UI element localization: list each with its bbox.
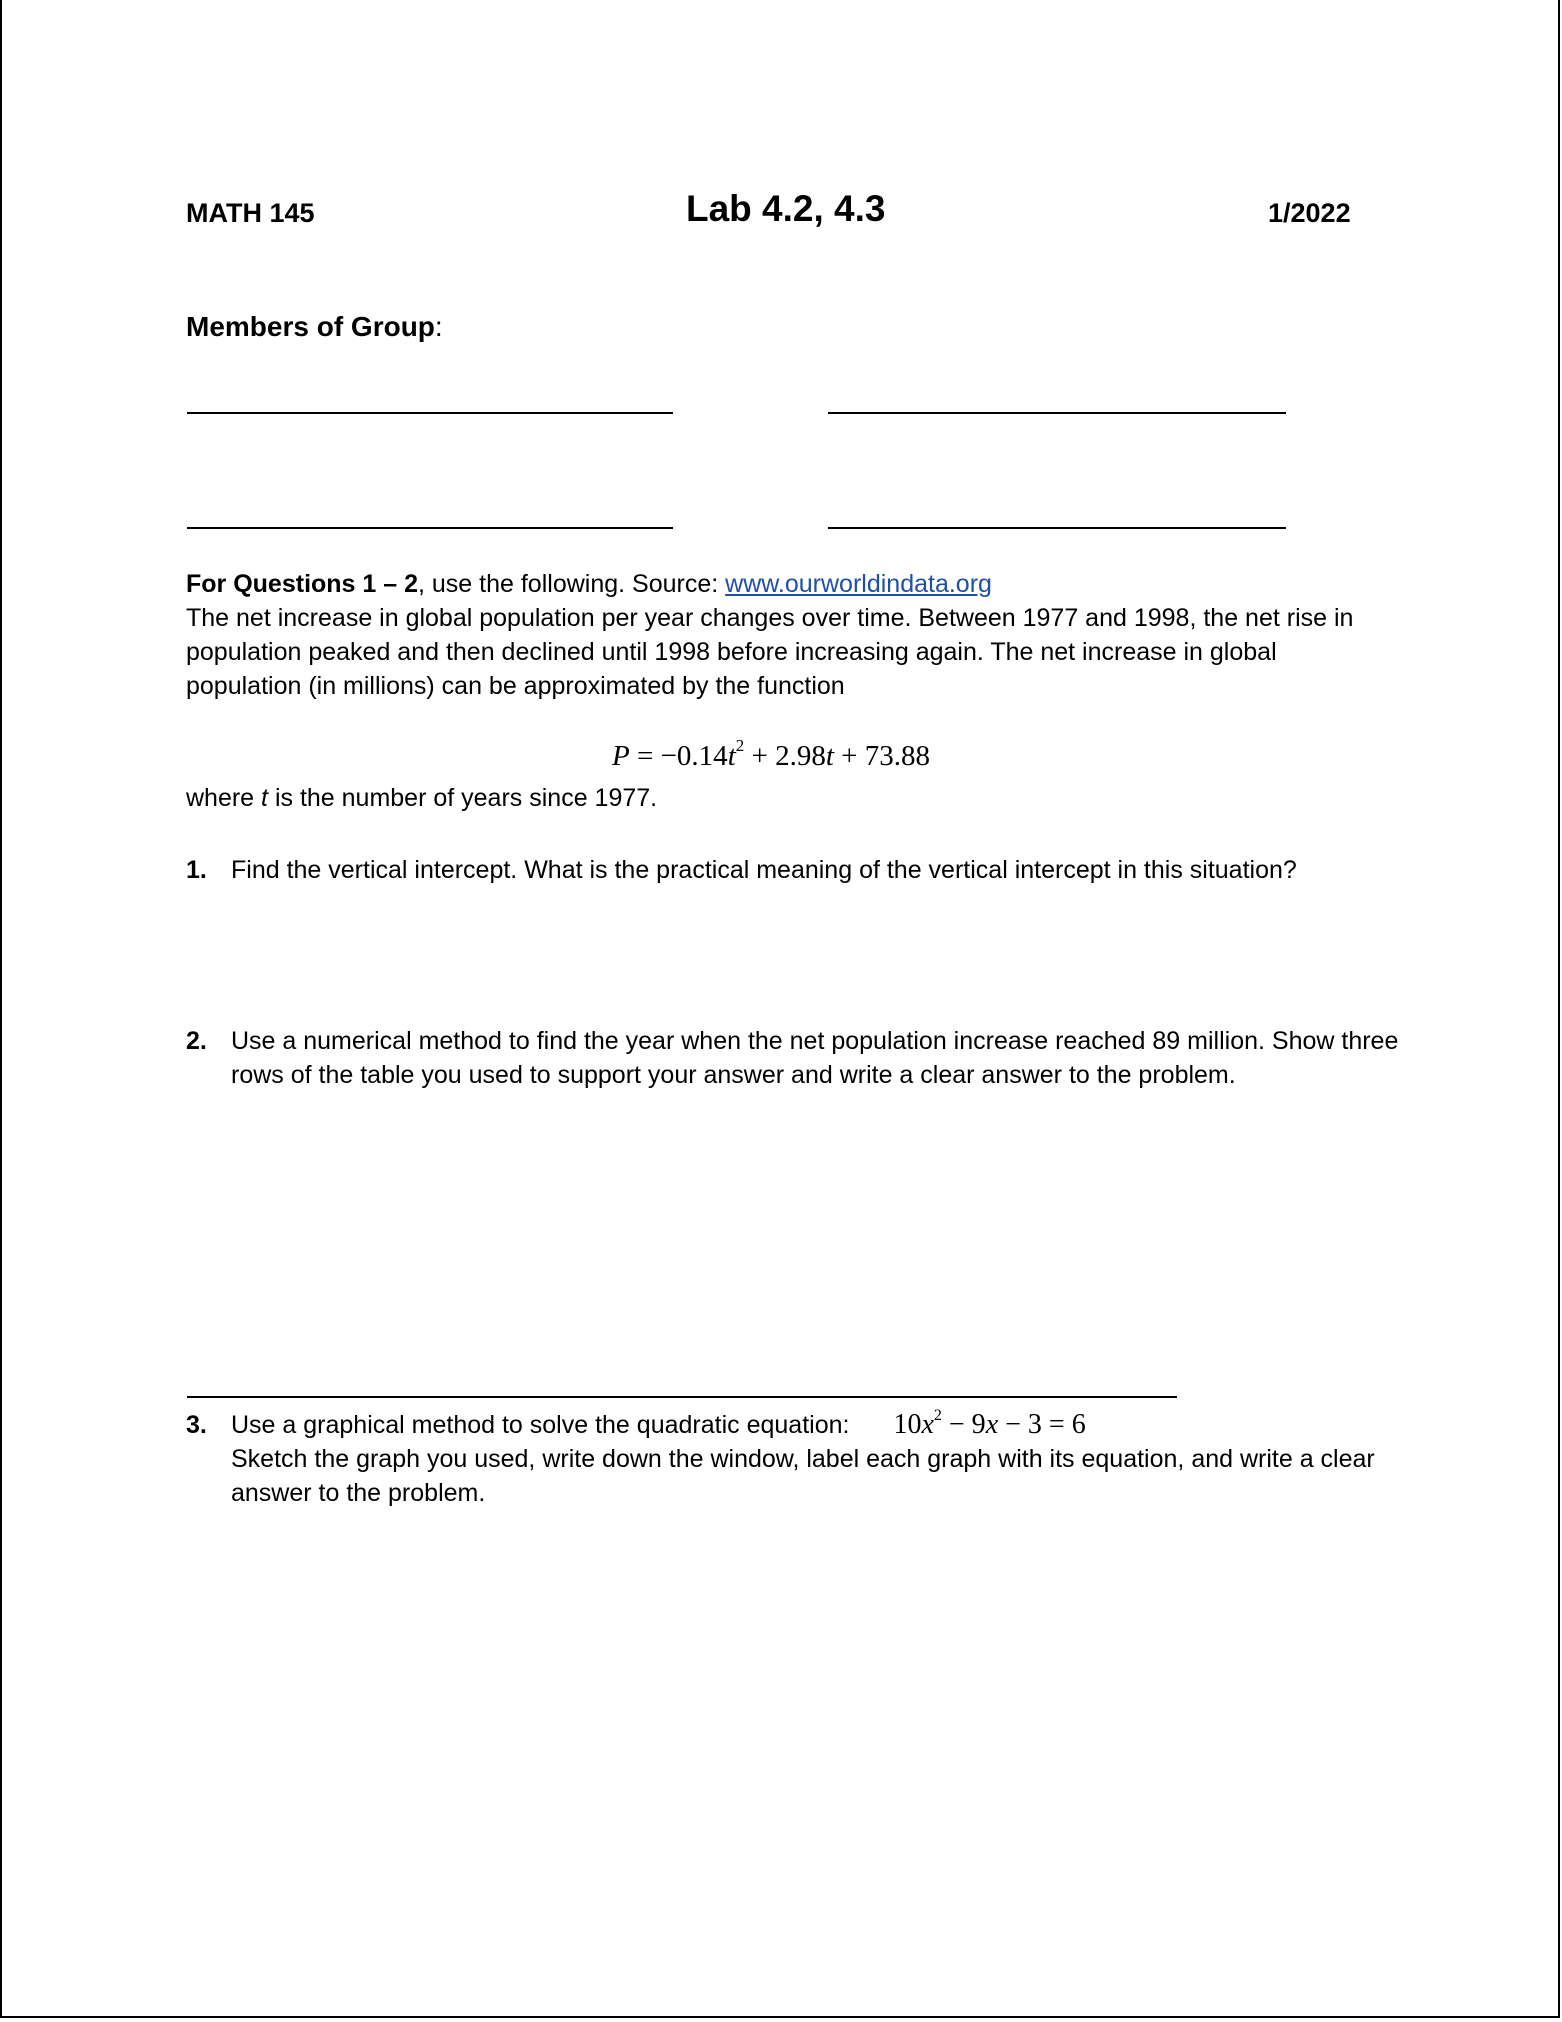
intro-lead: For Questions 1 – 2: [186, 570, 419, 598]
population-formula: [612, 736, 931, 773]
question-3-body: [231, 1408, 1431, 1510]
formula-var1: t: [727, 740, 736, 772]
formula-tail: + 73.88: [833, 740, 931, 772]
intro-paragraph: [186, 567, 1386, 703]
eq-rest2: − 3 = 6: [998, 1409, 1086, 1440]
variable-definition: [186, 784, 657, 813]
where-post: is the number of years since 1977.: [268, 784, 658, 812]
page-title: Lab 4.2, 4.3: [686, 188, 886, 229]
quadratic-equation: [893, 1409, 1085, 1440]
formula-exponent: 2: [735, 736, 745, 755]
formula-lhs: P: [612, 740, 630, 772]
intro-body: The net increase in global population per year changes over time. Between 1977 and 1998, the net rise in population peaked and then declined until 1998 before increasing again. The net increase in global population (in millions) can be approximated by the function: [186, 604, 1354, 700]
formula-eq: = −0.14: [629, 740, 728, 772]
question-2-number: 2.: [186, 1027, 207, 1055]
member-name-line-2[interactable]: [828, 412, 1286, 414]
members-colon: :: [434, 311, 443, 342]
question-3-lead: Use a graphical method to solve the quadratic equation:: [231, 1411, 850, 1439]
course-code: MATH 145: [186, 198, 315, 228]
question-1-text: Find the vertical intercept. What is the practical meaning of the vertical intercept in this situation?: [231, 856, 1297, 884]
eq-var2: x: [985, 1409, 999, 1440]
question-1-number: 1.: [186, 856, 207, 884]
eq-exponent: 2: [933, 1407, 942, 1424]
question-3-instructions: Sketch the graph you used, write down the window, label each graph with its equation, and write a clear answer to the problem.: [231, 1445, 1375, 1507]
answer-line[interactable]: [187, 1396, 1177, 1398]
where-var: t: [261, 784, 268, 812]
members-heading: [186, 311, 443, 343]
member-name-line-4[interactable]: [828, 527, 1286, 529]
eq-var: x: [921, 1409, 934, 1440]
question-2-text: Use a numerical method to find the year when the net population increase reached 89 million. Show three rows of the table you used to support your answer and write a clear answer to the problem.: [231, 1027, 1399, 1089]
source-link[interactable]: www.ourworldindata.org: [725, 570, 992, 598]
date-label: 1/2022: [1268, 198, 1351, 228]
formula-var2: t: [825, 740, 834, 772]
eq-coef: 10: [893, 1409, 922, 1440]
formula-mid: + 2.98: [744, 740, 826, 772]
members-label-text: Members of Group: [186, 311, 435, 342]
intro-lead-rest: , use the following. Source:: [418, 570, 726, 598]
where-pre: where: [186, 784, 262, 812]
member-name-line-1[interactable]: [187, 412, 673, 414]
member-name-line-3[interactable]: [187, 527, 673, 529]
eq-rest1: − 9: [941, 1409, 986, 1440]
question-3-number: 3.: [186, 1411, 207, 1439]
